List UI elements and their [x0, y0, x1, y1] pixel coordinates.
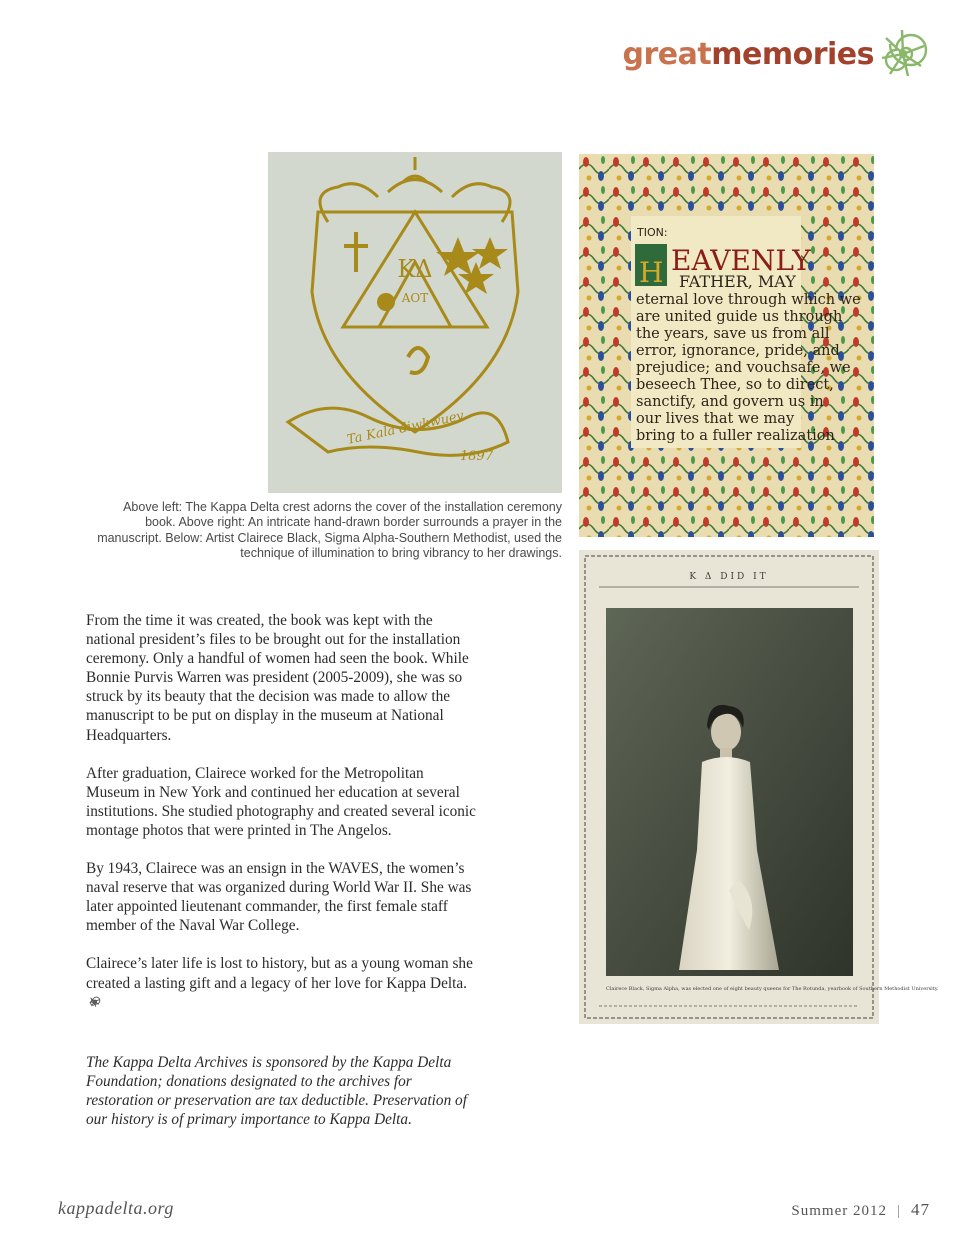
footer-separator: | [896, 1203, 901, 1219]
crest-year: 1897 [460, 449, 494, 464]
prayer-line: beseech Thee, so to direct, [636, 377, 834, 393]
footer-issue-info [791, 1200, 930, 1220]
prayer-line: prejudice; and vouchsafe, we [636, 360, 851, 376]
prayer-line: bring to a fuller realization [636, 428, 835, 444]
nautilus-shell-icon [878, 26, 928, 82]
crest-greek-letters: ΚΔ [397, 255, 433, 283]
prayer-line: our lives that we may [636, 411, 795, 427]
prayer-initial: H [639, 256, 664, 289]
crest-motto: Ta Kala diwkwuev [345, 408, 466, 448]
section-title-part1: great [622, 36, 712, 72]
prayer-line: eternal love through which we [636, 292, 861, 308]
body-paragraph [86, 954, 478, 1011]
yearbook-heading: K Δ DID IT [689, 572, 769, 582]
prayer-line: are united guide us through [636, 309, 843, 325]
illuminated-border-illustration [579, 154, 874, 537]
page-number: 47 [911, 1200, 930, 1219]
footer-issue: Summer 2012 [791, 1203, 887, 1219]
body-paragraph: By 1943, Clairece was an ensign in the WAVES, the women’s naval reserve that was organized during World War II. She was later appointed lieutenant commander, the first female staff member of the Naval War College. [86, 860, 472, 935]
yearbook-page-illustration [579, 550, 939, 1024]
prayer-heading: EAVENLY [671, 244, 811, 277]
prayer-line-2: FATHER, MAY [679, 272, 796, 291]
crest-sub-letters: ΑΟΤ [401, 291, 429, 305]
kappa-delta-crest-illustration [268, 152, 562, 493]
nautilus-shell-icon [88, 995, 101, 1008]
section-title [623, 37, 874, 72]
prayer-line: error, ignorance, pride, and [636, 343, 840, 359]
magazine-section-header [623, 26, 928, 82]
article-body [86, 611, 478, 1031]
body-paragraph: After graduation, Clairece worked for the Metropolitan Museum in New York and continued her education at several institutions. She studied photography and created several iconic montage photos that were printed in The Angelos. [86, 764, 476, 839]
section-title-part2: memories [711, 36, 874, 72]
body-paragraph-text: Clairece’s later life is lost to history, but as a young woman she created a lasting gift and a legacy of her love for Kappa Delta. [86, 955, 473, 992]
prayer-prefix: TION: [637, 226, 668, 239]
footer-website: kappadelta.org [58, 1198, 174, 1218]
prayer-line: sanctify, and govern us in [636, 394, 824, 410]
prayer-line: the years, save us from all [636, 326, 830, 342]
yearbook-portrait-photo [579, 550, 939, 1024]
photo-caption: Above left: The Kappa Delta crest adorns the cover of the installation ceremony book. Above right: An intricate hand-drawn border surrounds a prayer in the manuscript. Below: Artist Clairece Black, Sigma Alpha-Southern Methodist, used the technique of illumination to bring vibrancy to her drawings. [97, 500, 562, 561]
illuminated-prayer-photo [579, 154, 874, 537]
sponsor-note: The Kappa Delta Archives is sponsored by the Kappa Delta Foundation; donations designated to the archives for restoration or preservation are tax deductible. Preservation of our history is of primary importance to Kappa Delta. [86, 1054, 467, 1129]
body-paragraph: From the time it was created, the book was kept with the national president’s files to be brought out for the installation ceremony. Only a handful of women had seen the book. While Bonnie Purvis Warren was president (2005-2009), she was so struck by its beauty that the decision was made to allow the manuscript to be put on display in the museum at National Headquarters. [86, 612, 469, 744]
crest-photo [268, 152, 562, 493]
yearbook-caption: Clairece Black, Sigma Alpha, was elected one of eight beauty queens for The Rotunda, yearbook of Southern Methodist University. [606, 986, 939, 992]
